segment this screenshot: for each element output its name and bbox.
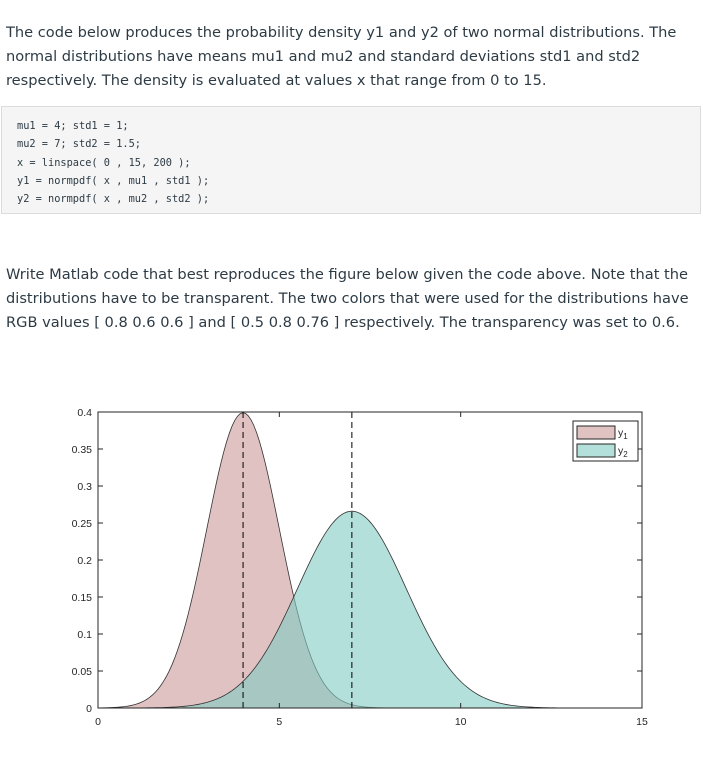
y-tick-label: 0.25	[71, 518, 92, 530]
y-tick-label: 0.3	[77, 481, 92, 493]
y-tick-label: 0.05	[71, 666, 92, 678]
x-tick-label: 5	[276, 716, 283, 728]
intro-paragraph: The code below produces the probability density y1 and y2 of two normal distributions. The normal distributions have means mu1 and mu2 and standard deviations std1 and std2 respectively. The density is evaluated at values x that range from 0 to 15.	[6, 24, 677, 89]
code-line: y2 = normpdf( x , mu2 , std2 );	[17, 193, 210, 206]
code-line: mu1 = 4; std1 = 1;	[17, 120, 129, 132]
legend-label-subscript: 2	[623, 450, 628, 459]
code-line: x = linspace( 0 , 15, 200 );	[17, 156, 191, 169]
density-figure	[0, 390, 703, 761]
y-tick-label: 0.35	[71, 444, 92, 456]
legend-label-main: y	[618, 427, 624, 439]
x-tick-label: 15	[636, 716, 648, 728]
x-tick-label: 0	[95, 716, 101, 728]
y-tick-label: 0	[86, 703, 92, 715]
code-block	[1, 106, 701, 214]
legend-label-subscript: 1	[623, 432, 628, 441]
x-tick-labels	[95, 716, 648, 728]
legend-swatch-y1	[577, 426, 615, 439]
density-areas	[98, 413, 642, 708]
question-paragraph: Write Matlab code that best reproduces the figure below given the code above. Note that the distributions have to be transparent. The two colors that were used for the distributions have RGB values [ 0.8 0.6 0.6 ] and [ 0.5 0.8 0.76 ] respectively. The transparency was set to 0.6.	[6, 266, 689, 331]
y-tick-label: 0.15	[71, 592, 92, 604]
y-tick-labels	[72, 407, 93, 715]
code-line: y1 = normpdf( x , mu1 , std1 );	[17, 174, 210, 187]
y-tick-label: 0.2	[77, 555, 92, 567]
x-tick-label: 10	[454, 716, 467, 728]
legend-swatch-y2	[577, 444, 615, 457]
legend-label-main: y	[618, 445, 624, 457]
code-line: mu2 = 7; std2 = 1.5;	[17, 138, 141, 151]
y-tick-label: 0.1	[77, 629, 92, 641]
legend	[573, 421, 638, 461]
y-tick-label: 0.4	[77, 407, 92, 419]
